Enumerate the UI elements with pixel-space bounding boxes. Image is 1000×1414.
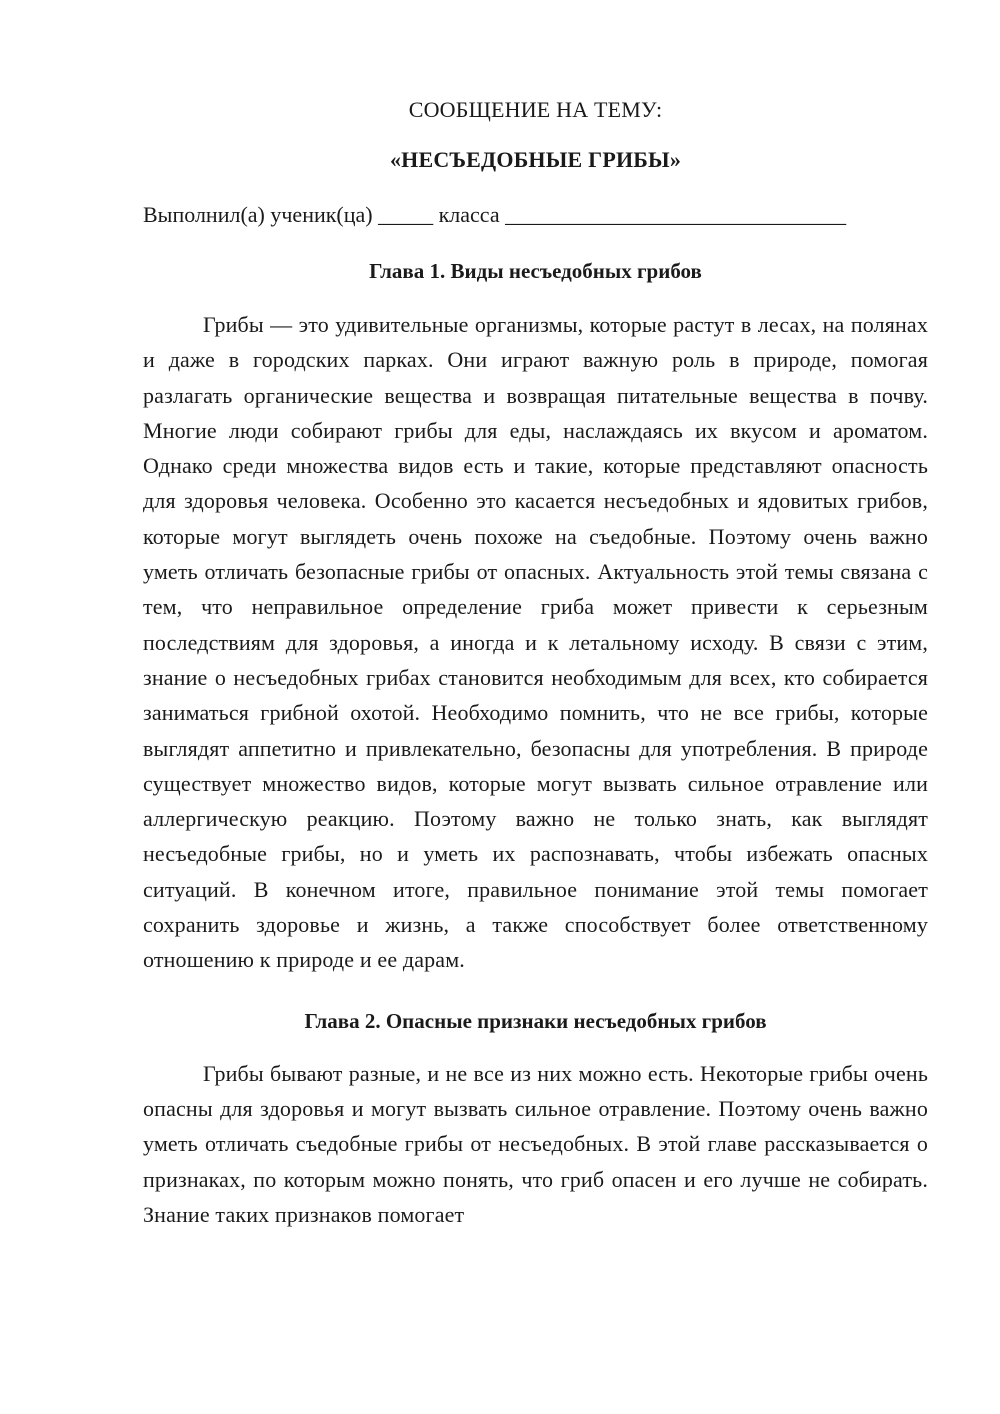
chapter-2-heading: Глава 2. Опасные признаки несъедобных грибов <box>304 1008 767 1033</box>
document-title-topic: «НЕСЪЕДОБНЫЕ ГРИБЫ» <box>389 147 682 172</box>
document-page <box>143 90 928 1232</box>
chapter-1-heading: Глава 1. Виды несъедобных грибов <box>369 259 702 283</box>
author-line: Выполнил(а) ученик(ца) _____ класса _______________________________ <box>143 202 847 227</box>
chapter-2-paragraph: Грибы бывают разные, и не все из них можно есть. Некоторые грибы очень опасны для здоровья и могут вызвать сильное отравление. Поэтому очень важно уметь отличать съедобные грибы от несъедобных. В этой главе рассказывается о признаках, по которым можно понять, что гриб опасен и его лучше не собирать. Знание таких признаков помогает <box>143 1060 928 1227</box>
chapter-1-paragraph: Грибы — это удивительные организмы, которые растут в лесах, на полянах и даже в городских парках. Они играют важную роль в природе, помогая разлагать органические вещества и возвращая питательные вещества в почву. Многие люди собирают грибы для еды, наслаждаясь их вкусом и ароматом. Однако среди множества видов есть и такие, которые представляют опасность для здоровья человека. Особенно это касается несъедобных и ядовитых грибов, которые могут выглядеть очень похоже на съедобные. Поэтому очень важно уметь отличать безопасные грибы от опасных. Актуальность этой темы связана с тем, что неправильное определение гриба может привести к серьезным последствиям для здоровья, а иногда и к летальному исходу. В связи с этим, знание о несъедобных грибах становится необходимым для всех, кто собирается заниматься грибной охотой. Необходимо помнить, что не все грибы, которые выглядят аппетитно и привлекательно, безопасны для употребления. В природе существует множество видов, которые могут вызвать сильное отравление или аллергическую реакцию. Поэтому важно не только знать, как выглядят несъедобные грибы, но и уметь их распознавать, чтобы избежать опасных ситуаций. В конечном итоге, правильное понимание этой темы помогает сохранить здоровье и жизнь, а также способствует более ответственному отношению к природе и ее дарам. <box>143 312 928 973</box>
document-title-line-1: СООБЩЕНИЕ НА ТЕМУ: <box>408 97 663 122</box>
